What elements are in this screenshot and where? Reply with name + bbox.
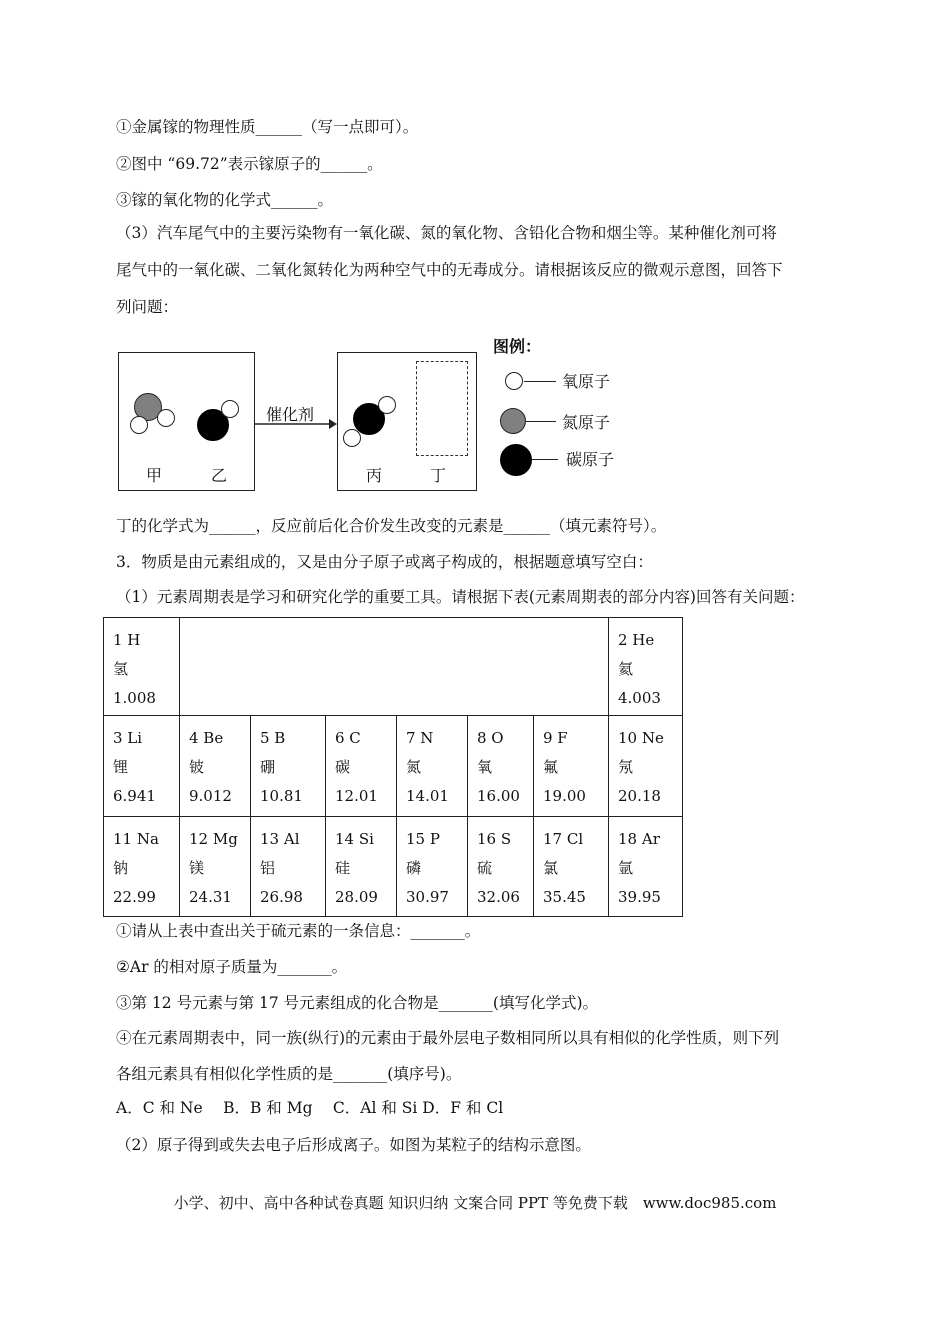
element-cell (534, 817, 609, 917)
element-number: 9 F (543, 729, 568, 747)
element-mass: 20.18 (618, 787, 661, 805)
element-number: 12 Mg (189, 830, 238, 848)
element-name: 氖 (618, 758, 634, 776)
element-number: 13 Al (260, 830, 300, 848)
text-line: （2）原子得到或失去电子后形成离子。如图为某粒子的结构示意图。 (116, 1136, 591, 1154)
element-number: 8 O (477, 729, 504, 747)
answer-options: A．C 和 Ne B．B 和 Mg C．Al 和 Si D．F 和 Cl (116, 1099, 504, 1117)
element-name: 钠 (113, 859, 129, 877)
product-box (337, 352, 477, 491)
element-cell (609, 817, 683, 917)
text-line: （1）元素周期表是学习和研究化学的重要工具。请根据下表(元素周期表的部分内容)回答有关问题： (116, 588, 805, 606)
element-name: 硼 (260, 758, 276, 776)
element-cell (104, 817, 180, 917)
legend-carbon: 碳原子 (566, 450, 615, 469)
element-name: 氧 (477, 758, 493, 776)
legend-oxygen: 氧原子 (562, 372, 611, 391)
element-name: 氢 (113, 660, 129, 678)
element-number: 7 N (406, 729, 434, 747)
element-name: 锂 (113, 758, 129, 776)
text-line: ④在元素周期表中，同一族(纵行)的元素由于最外层电子数相同所以具有相似的化学性质，则下列 (116, 1029, 780, 1047)
element-mass: 24.31 (189, 888, 232, 906)
element-name: 氮 (406, 758, 422, 776)
element-name: 氟 (543, 758, 559, 776)
oxygen-atom (343, 429, 361, 447)
legend-line (526, 421, 556, 422)
element-cell (609, 716, 683, 817)
text-line: （3）汽车尾气中的主要污染物有一氧化碳、氮的氧化物、含铅化合物和烟尘等。某种催化剂可将 (116, 224, 777, 242)
oxygen-atom (130, 416, 148, 434)
label-ding: 丁 (430, 466, 447, 485)
element-mass: 6.941 (113, 787, 156, 805)
element-number: 3 Li (113, 729, 143, 747)
oxygen-atom (378, 396, 396, 414)
element-name: 铝 (260, 859, 276, 877)
element-name: 氩 (618, 859, 634, 877)
element-name: 碳 (335, 758, 351, 776)
element-name: 铍 (189, 758, 205, 776)
text-line: 列问题： (116, 298, 179, 316)
reactant-box (118, 352, 255, 491)
text-line: ③第 12 号元素与第 17 号元素组成的化合物是_______(填写化学式)。 (116, 994, 599, 1012)
element-mass: 26.98 (260, 888, 303, 906)
element-mass: 9.012 (189, 787, 232, 805)
element-name: 硫 (477, 859, 493, 877)
element-name: 磷 (406, 859, 422, 877)
element-cell (609, 618, 683, 716)
element-mass: 10.81 (260, 787, 303, 805)
element-mass: 35.45 (543, 888, 586, 906)
element-number: 5 B (260, 729, 286, 747)
element-number: 11 Na (113, 830, 159, 848)
element-name: 氯 (543, 859, 559, 877)
element-cell (468, 817, 534, 917)
element-mass: 19.00 (543, 787, 586, 805)
text-line: 丁的化学式为______，反应前后化合价发生改变的元素是______（填元素符号）。 (116, 517, 667, 535)
element-number: 15 P (406, 830, 440, 848)
carbon-legend-icon (500, 444, 532, 476)
empty-gap (180, 618, 609, 716)
period-2-row (104, 716, 683, 817)
text-line: 3．物质是由元素组成的，又是由分子原子或离子构成的，根据题意填写空白： (116, 553, 653, 571)
element-number: 2 He (618, 631, 655, 649)
element-cell (251, 817, 326, 917)
element-cell (326, 716, 397, 817)
element-cell (180, 817, 251, 917)
element-number: 4 Be (189, 729, 224, 747)
element-name: 硅 (335, 859, 351, 877)
element-mass: 14.01 (406, 787, 449, 805)
label-yi: 乙 (211, 466, 228, 485)
legend-line (524, 381, 556, 382)
element-cell (534, 716, 609, 817)
element-cell (251, 716, 326, 817)
text-line: ①请从上表中查出关于硫元素的一条信息：_______。 (116, 922, 481, 940)
text-line: ①金属镓的物理性质______（写一点即可）。 (116, 118, 419, 136)
element-mass: 4.003 (618, 689, 661, 707)
text-line: ②图中 “69.72”表示镓原子的______。 (116, 155, 383, 173)
legend-line (532, 459, 558, 460)
periodic-table (103, 617, 683, 917)
element-number: 17 Cl (543, 830, 584, 848)
page-footer: 小学、初中、高中各种试卷真题 知识归纳 文案合同 PPT 等免费下载 www.doc985.com (173, 1194, 777, 1212)
period-3-row (104, 817, 683, 917)
element-mass: 39.95 (618, 888, 661, 906)
element-number: 6 C (335, 729, 361, 747)
element-mass: 28.09 (335, 888, 378, 906)
label-jia: 甲 (146, 466, 163, 485)
element-mass: 16.00 (477, 787, 520, 805)
element-cell (326, 817, 397, 917)
element-mass: 22.99 (113, 888, 156, 906)
element-mass: 1.008 (113, 689, 156, 707)
text-line: 尾气中的一氧化碳、二氧化氮转化为两种空气中的无毒成分。请根据该反应的微观示意图，回答下 (116, 261, 783, 279)
element-mass: 30.97 (406, 888, 449, 906)
label-bing: 丙 (366, 466, 383, 485)
text-line: ③镓的氧化物的化学式______。 (116, 191, 334, 209)
oxygen-legend-icon (505, 372, 523, 390)
text-line: ②Ar 的相对原子质量为_______。 (116, 958, 348, 976)
catalyst-label: 催化剂 (266, 405, 315, 424)
element-number: 16 S (477, 830, 512, 848)
element-name: 氦 (618, 660, 634, 678)
element-number: 14 Si (335, 830, 374, 848)
element-number: 1 H (113, 631, 141, 649)
unknown-product-placeholder (416, 361, 468, 456)
element-number: 18 Ar (618, 830, 660, 848)
element-cell (180, 716, 251, 817)
legend-title: 图例： (493, 337, 542, 356)
element-number: 10 Ne (618, 729, 664, 747)
element-cell (397, 716, 468, 817)
element-mass: 32.06 (477, 888, 520, 906)
element-cell (468, 716, 534, 817)
element-cell (104, 618, 180, 716)
oxygen-atom (221, 400, 239, 418)
element-cell (104, 716, 180, 817)
legend-nitrogen: 氮原子 (562, 413, 611, 432)
nitrogen-legend-icon (500, 408, 526, 434)
text-line: 各组元素具有相似化学性质的是_______(填序号)。 (116, 1065, 462, 1083)
element-cell (397, 817, 468, 917)
oxygen-atom (157, 409, 175, 427)
element-mass: 12.01 (335, 787, 378, 805)
element-name: 镁 (189, 859, 205, 877)
